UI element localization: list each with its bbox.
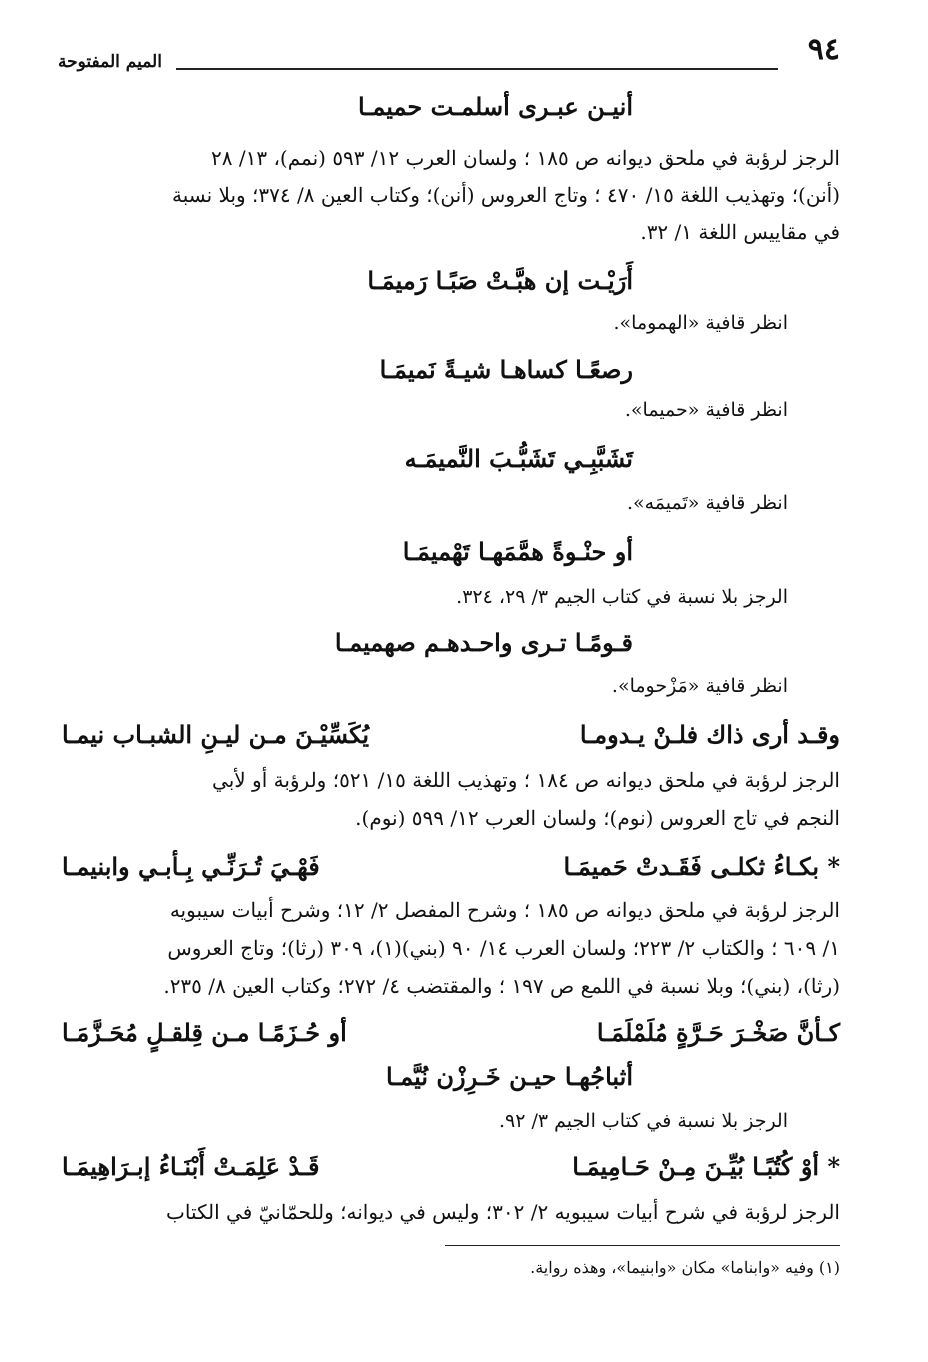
verse: أثباجُهـا حيـن خَـرِزْن نُيَّمـا bbox=[385, 1062, 633, 1091]
first-hemistich: كـأنَّ صَخْـرَ حَـرَّةٍ مُلَمْلَمَـا bbox=[596, 1018, 840, 1047]
second-hemistich: فَهْـيَ تُـرَنِّـي بِـأبـي وابنيمـا bbox=[62, 852, 320, 881]
footnote-rule bbox=[445, 1245, 840, 1246]
cross-reference: انظر قافية «الهموما». bbox=[613, 312, 788, 334]
verse: قـومًـا تـرى واحـدهـم صهميمـا bbox=[334, 628, 633, 657]
reference-paragraph-line: الرجز لرؤبة في ملحق ديوانه ص ١٨٥ ؛ ولسان العرب ١٢/ ٥٩٣ (نمم)، ١٣/ ٢٨ bbox=[211, 146, 840, 170]
verse: أَرَيْـت إن هبَّـتْ صَبًـا رَميمَـا bbox=[367, 266, 633, 295]
verse-couplet bbox=[62, 1152, 840, 1186]
page-number: ٩٤ bbox=[807, 32, 840, 67]
first-hemistich: وقـد أرى ذاك فلـنْ يـدومـا bbox=[579, 720, 840, 749]
second-hemistich: أو حُـزَمًـا مـن قِلقـلٍ مُحَـزَّمَـا bbox=[62, 1018, 347, 1047]
verse-couplet bbox=[62, 852, 840, 886]
verse: رصعًـا كساهـا شيـةً نَميمَـا bbox=[379, 355, 633, 384]
reference-paragraph-line: في مقاييس اللغة ١/ ٣٢. bbox=[640, 220, 840, 244]
first-hemistich: * أوْ كُتُبًـا بُيِّـنَ مِـنْ حَـامِيمَـا bbox=[572, 1152, 840, 1181]
reference-paragraph-line: (رثا)، (بني)؛ وبلا نسبة في اللمع ص ١٩٧ ؛ والمقتضب ٤/ ٢٧٢؛ وكتاب العين ٨/ ٢٣٥. bbox=[163, 974, 840, 998]
second-hemistich: يُكَسِّيْـنَ مـن ليـنِ الشبـاب نيمـا bbox=[62, 720, 370, 749]
verse-couplet bbox=[62, 1018, 840, 1052]
cross-reference: الرجز بلا نسبة في كتاب الجيم ٣/ ٩٢. bbox=[498, 1110, 788, 1132]
verse-couplet bbox=[62, 720, 840, 754]
first-hemistich: * بكـاءُ ثكلـى فَقَـدتْ حَميمَـا bbox=[563, 852, 840, 881]
cross-reference: انظر قافية «مَزْحوما». bbox=[611, 675, 788, 697]
footnote: (١) وفيه «وابناما» مكان «وابنيما»، وهذه رواية. bbox=[530, 1258, 840, 1277]
reference-paragraph-line: الرجز لرؤبة في شرح أبيات سيبويه ٢/ ٣٠٢؛ وليس في ديوانه؛ وللحمّانيّ في الكتاب bbox=[166, 1200, 840, 1224]
header-rule bbox=[176, 68, 778, 70]
running-title: الميم المفتوحة bbox=[58, 52, 162, 72]
cross-reference: الرجز بلا نسبة في كتاب الجيم ٣/ ٢٩، ٣٢٤. bbox=[456, 586, 788, 608]
reference-paragraph-line: ١/ ٦٠٩ ؛ والكتاب ٢/ ٢٢٣؛ ولسان العرب ١٤/ ٩٠ (بني)(١)، ٣٠٩ (رثا)؛ وتاج العروس bbox=[167, 936, 840, 960]
reference-paragraph-line: (أنن)؛ وتهذيب اللغة ١٥/ ٤٧٠ ؛ وتاج العروس (أنن)؛ وكتاب العين ٨/ ٣٧٤؛ وبلا نسبة bbox=[172, 183, 840, 207]
cross-reference: انظر قافية «حميما». bbox=[624, 399, 788, 421]
verse: أنيـن عبـرى أسلمـت حميمـا bbox=[358, 92, 633, 121]
second-hemistich: قَـدْ عَلِمَـتْ أَبْنَـاءُ إبـرَاهِيمَـا bbox=[62, 1152, 320, 1181]
verse: أو حنْـوةً همَّمَهـا تَهْميمَـا bbox=[402, 537, 633, 566]
verse: تَشَبَّبِـي تَشَبُّـبَ النَّميمَـه bbox=[404, 444, 633, 473]
reference-paragraph-line: الرجز لرؤبة في ملحق ديوانه ص ١٨٤ ؛ وتهذيب اللغة ١٥/ ٥٢١؛ ولرؤبة أو لأبي bbox=[212, 768, 840, 792]
reference-paragraph-line: النجم في تاج العروس (نوم)؛ ولسان العرب ١٢/ ٥٩٩ (نوم). bbox=[355, 806, 840, 830]
cross-reference: انظر قافية «تَميمَه». bbox=[626, 492, 788, 514]
reference-paragraph-line: الرجز لرؤبة في ملحق ديوانه ص ١٨٥ ؛ وشرح المفصل ٢/ ١٢؛ وشرح أبيات سيبويه bbox=[169, 898, 840, 922]
page-header bbox=[58, 28, 840, 76]
